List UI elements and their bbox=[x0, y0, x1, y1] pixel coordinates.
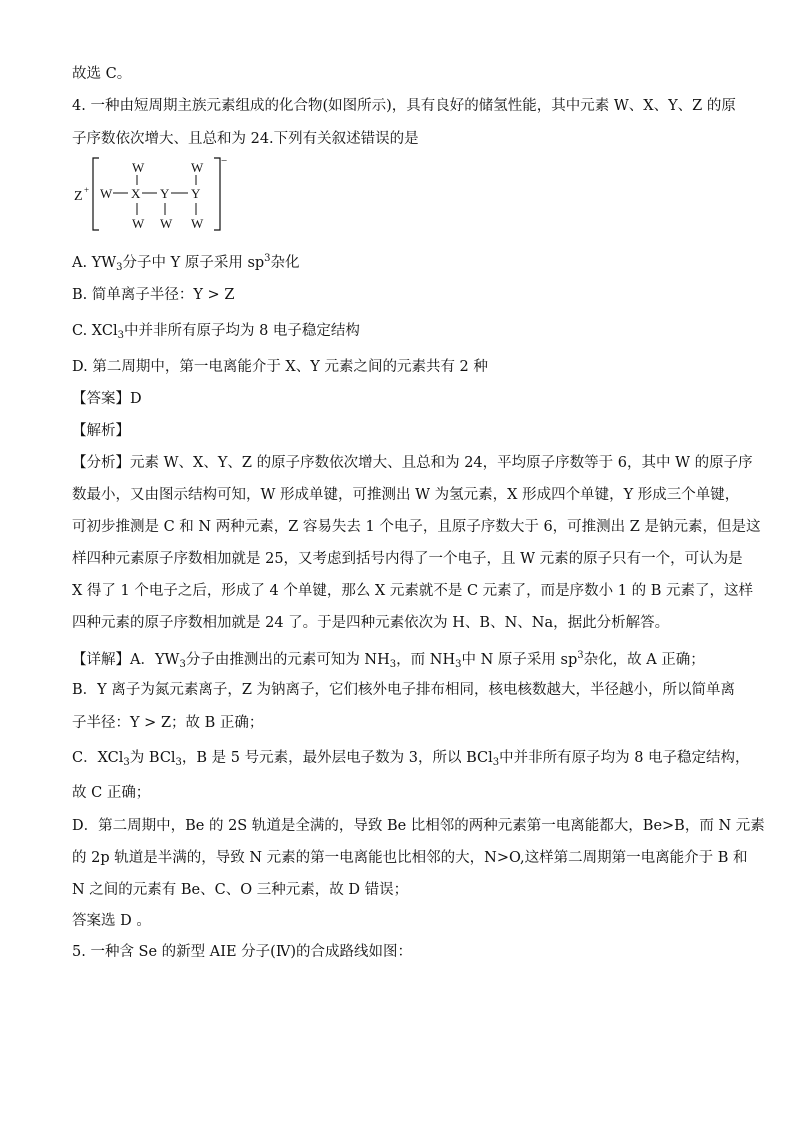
detail-line-7: 的 2p 轨道是半满的，导致 N 元素的第一电离能也比相邻的大，N>O,这样第二周期第一电离能介于 B 和 bbox=[72, 850, 748, 866]
cation-charge: + bbox=[84, 185, 90, 195]
question-5-stem: 5. 一种含 Se 的新型 AIE 分子(Ⅳ)的合成路线如图： bbox=[72, 944, 412, 960]
atom-w-bottom-y2: W bbox=[191, 216, 204, 231]
option-d: D. 第二周期中，第一电离能介于 X、Y 元素之间的元素共有 2 种 bbox=[72, 359, 488, 375]
analysis-line-1: 【分析】元素 W、X、Y、Z 的原子序数依次增大、且总和为 24，平均原子序数等于 6，其中 W 的原子序 bbox=[72, 455, 753, 471]
answer-label: 【答案】D bbox=[72, 391, 142, 407]
atom-x: X bbox=[131, 186, 141, 201]
detail-line-2: B．Y 离子为氮元素离子，Z 为钠离子，它们核外电子排布相同，核电核数越大，半径越小，所以简单离 bbox=[72, 682, 736, 698]
analysis-line-6: 四种元素的原子序数相加就是 24 了。于是四种元素依次为 H、B、N、Na，据此分析解答。 bbox=[72, 615, 670, 631]
question-4-stem-line-1: 4. 一种由短周期主族元素组成的化合物(如图所示)，具有良好的储氢性能，其中元素 W、X、Y、Z 的原 bbox=[72, 98, 736, 114]
analysis-line-5: X 得了 1 个电子之后，形成了 4 个单键，那么 X 元素就不是 C 元素了，而是序数小 1 的 B 元素了，这样 bbox=[72, 583, 753, 599]
anion-charge: − bbox=[221, 155, 228, 167]
detail-line-6: D．第二周期中，Be 的 2S 轨道是全满的，导致 Be 比相邻的两种元素第一电离能都大，Be>B，而 N 元素 bbox=[72, 818, 765, 834]
atom-w-bottom-x: W bbox=[132, 216, 145, 231]
atom-w-top-y2: W bbox=[191, 160, 204, 175]
detail-line-5: 故 C 正确； bbox=[72, 785, 151, 801]
atom-w-left: W bbox=[100, 186, 113, 201]
final-answer-line: 答案选 D 。 bbox=[72, 913, 151, 929]
option-c: C. XCl$_3$中并非所有原子均为 8 电子稳定结构 bbox=[72, 323, 360, 341]
conclusion-line: 故选 C。 bbox=[72, 66, 132, 82]
atom-y1: Y bbox=[160, 186, 170, 201]
analysis-line-4: 样四种元素原子序数相加就是 25，又考虑到括号内得了一个电子，且 W 元素的原子只有一个，可认为是 bbox=[72, 551, 743, 567]
detail-line-3: 子半径：Y > Z；故 B 正确； bbox=[72, 715, 264, 731]
cation-label: Z bbox=[74, 189, 83, 204]
detail-line-1: 【详解】A．$YW_3$分子由推测出的元素可知为 $NH_3$，而 $NH_3$中 N 原子采用 $sp^3$杂化，故 A 正确； bbox=[72, 650, 705, 670]
analysis-line-3: 可初步推测是 C 和 N 两种元素，Z 容易失去 1 个电子，且原子序数大于 6，可推测出 Z 是钠元素，但是这 bbox=[72, 519, 761, 535]
atom-w-bottom-y1: W bbox=[160, 216, 173, 231]
left-bracket bbox=[93, 158, 99, 230]
right-bracket bbox=[214, 158, 220, 230]
analysis-line-2: 数最小，又由图示结构可知，W 形成单键，可推测出 W 为氢元素，X 形成四个单键，Y 形成三个单键， bbox=[72, 487, 740, 503]
analysis-heading: 【解析】 bbox=[72, 423, 130, 439]
atom-w-top-x: W bbox=[132, 160, 145, 175]
question-4-stem-line-2: 子序数依次增大、且总和为 24.下列有关叙述错误的是 bbox=[72, 131, 419, 147]
option-a: A. $YW_3$分子中 Y 原子采用 $sp^3$杂化 bbox=[72, 253, 300, 273]
detail-line-4: C．XCl$_3$为 BCl$_3$，B 是 5 号元素，最外层电子数为 3，所以 BCl$_3$中并非所有原子均为 8 电子稳定结构， bbox=[72, 750, 750, 768]
option-b: B. 简单离子半径：Y > Z bbox=[72, 287, 235, 303]
atom-y2: Y bbox=[191, 186, 201, 201]
compound-structure-diagram bbox=[70, 152, 240, 236]
detail-line-8: N 之间的元素有 Be、C、O 三种元素，故 D 错误； bbox=[72, 882, 409, 898]
